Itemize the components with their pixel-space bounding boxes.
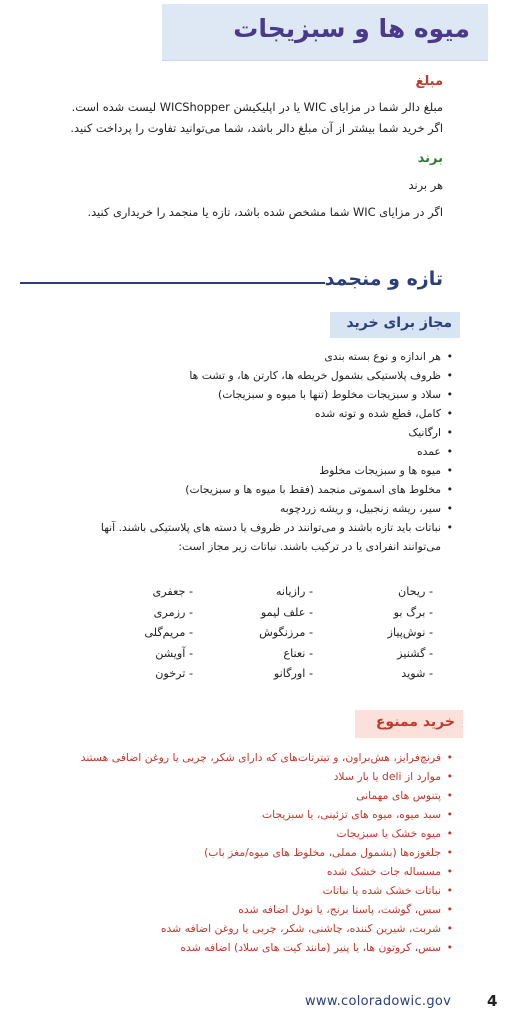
amount-line-1: مبلغ دالر شما در مزایای WIC یا در اپلیکیشن WICShopper لیست شده است. xyxy=(71,100,443,114)
list-item: • سس، کروتون ها، یا پنیر (مانند کیت های سلاد) اضافه شده xyxy=(180,941,453,954)
list-item: • مسساله جات خشک شده xyxy=(326,865,453,878)
list-item: • پتنوس های مهمانی xyxy=(356,789,453,802)
list-item: • فرنچ‌فرایز، هش‌براون، و تیترتات‌های که دارای شکر، چربی یا روغن اضافی هستند xyxy=(80,751,453,764)
herbs-column-1 xyxy=(323,582,433,685)
list-item: • میوه خشک یا سبزیجات xyxy=(336,827,453,840)
forbidden-heading-box xyxy=(355,710,463,738)
herb-item: - مریم‌گلی xyxy=(144,626,193,639)
list-item: • سس، گوشت، پاستا برنج، یا نودل اضافه شده xyxy=(238,903,453,916)
herb-item: - شوید xyxy=(401,667,433,680)
herb-item: - نعناع xyxy=(283,646,313,660)
herb-item: - ترخون xyxy=(155,667,193,680)
list-item: • سیر، ریشه زنجبیل، و ریشه زردچوبه xyxy=(279,502,453,515)
forbidden-heading: خرید ممنوع xyxy=(375,714,455,730)
amount-line-2: اگر خرید شما بیشتر از آن مبلغ دالر باشد، شما می‌توانید تفاوت را پرداخت کنید. xyxy=(70,121,443,135)
section-divider xyxy=(20,282,325,284)
list-item-continuation: می‌توانند انفرادی یا در ترکیب باشند. نباتات زیر مجاز است: xyxy=(178,540,441,553)
list-item: • مخلوط های اسموتی منجمد (فقط با میوه ها و سبزیجات) xyxy=(185,483,453,496)
page-number: 4 xyxy=(487,992,498,1010)
list-item: • کامل، قطع شده و توته شده xyxy=(314,407,453,420)
herbs-grid xyxy=(103,582,433,692)
herb-item: - برگ بو xyxy=(393,605,433,619)
footer-url: www.coloradowic.gov xyxy=(305,994,452,1009)
herb-item: - اورگانو xyxy=(273,667,313,680)
title-banner xyxy=(162,4,488,61)
page-title: میوه ها و سبزیجات xyxy=(233,14,470,43)
herb-item: - ریحان xyxy=(398,585,433,598)
herb-item: - رزمری xyxy=(153,605,193,619)
herb-item: - آویشن xyxy=(155,646,193,660)
list-item: • هر اندازه و نوع بسته بندی xyxy=(324,350,453,363)
forbidden-list xyxy=(33,748,453,957)
herb-item: - جعفری xyxy=(152,585,193,598)
list-item: • عمده xyxy=(416,445,453,458)
list-item: • میوه ها و سبزیجات مخلوط xyxy=(319,464,453,477)
section-title: تازه و منجمد xyxy=(324,268,443,290)
herb-item: - نوش‌پیاز xyxy=(387,626,433,639)
list-item: • نباتات خشک شده یا نباتات xyxy=(322,884,453,897)
list-item: • ارگانیک xyxy=(408,426,453,439)
list-item: • نباتات باید تازه باشند و می‌توانند در ظروف یا دسته های پلاستیکی باشند. آنها xyxy=(100,521,453,534)
herb-item: - رازیانه xyxy=(275,585,313,598)
herb-item: - گشنیز xyxy=(397,646,433,660)
herb-item: - مرزنگوش xyxy=(259,626,313,639)
allowed-heading-box xyxy=(330,312,460,338)
brand-heading: برند xyxy=(417,151,443,166)
amount-heading: مبلغ xyxy=(415,74,443,89)
allowed-list xyxy=(33,347,453,556)
list-item: • شربت، شیرین کننده، چاشنی، شکر، چربی یا روغن اضافه شده xyxy=(160,922,453,935)
herbs-column-2 xyxy=(203,582,313,685)
brand-line-1: هر برند xyxy=(408,178,443,192)
list-item: • موارد از deli یا بار سلاد xyxy=(333,770,453,783)
list-item: • سبد میوه، میوه های تزئینی، یا سبزیجات xyxy=(262,808,453,821)
brand-line-2: اگر در مزایای WIC شما مشخص شده باشد، تازه یا منجمد را خریداری کنید. xyxy=(87,205,443,219)
allowed-heading: مجاز برای خرید xyxy=(346,315,452,331)
list-item: • ظروف پلاستیکی بشمول خریطه ها، کارتن ها، و تشت ها xyxy=(189,369,453,382)
herb-item: - علف لیمو xyxy=(260,605,313,619)
list-item: • سلاد و سبزیجات مخلوط (تنها با میوه و سبزیجات) xyxy=(218,388,453,401)
list-item: • جلغوزه‌ها (بشمول مملی، مخلوط های میوه/مغز باب) xyxy=(204,846,453,859)
herbs-column-3 xyxy=(83,582,193,685)
